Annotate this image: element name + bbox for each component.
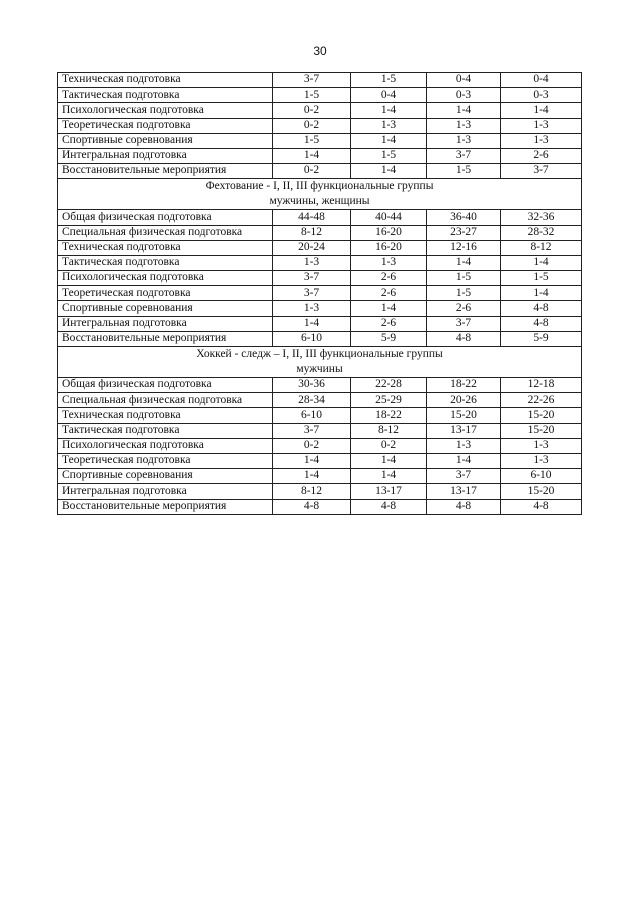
row-value: 1-4 [351, 469, 427, 484]
row-value: 3-7 [501, 164, 582, 179]
row-label: Теоретическая подготовка [58, 286, 273, 301]
row-value: 3-7 [273, 286, 351, 301]
row-label: Тактическая подготовка [58, 423, 273, 438]
row-value: 8-12 [273, 225, 351, 240]
row-label: Общая физическая подготовка [58, 210, 273, 225]
row-label: Психологическая подготовка [58, 103, 273, 118]
row-value: 0-3 [501, 88, 582, 103]
row-label: Специальная физическая подготовка [58, 225, 273, 240]
section-title-line: мужчины [296, 363, 343, 375]
row-value: 4-8 [501, 316, 582, 331]
page-number: 30 [313, 44, 327, 58]
row-value: 1-4 [351, 164, 427, 179]
row-value: 1-4 [351, 453, 427, 468]
row-value: 1-4 [427, 255, 501, 270]
section-title-line: мужчины, женщины [269, 195, 370, 208]
row-label: Тактическая подготовка [58, 255, 273, 270]
section-title-line: Хоккей - следж – I, II, III функциональные группы [196, 348, 443, 361]
row-value: 15-20 [501, 423, 582, 438]
row-value: 1-4 [501, 255, 582, 270]
row-label: Общая физическая подготовка [58, 378, 273, 393]
row-value: 1-3 [501, 453, 582, 468]
row-value: 1-4 [501, 286, 582, 301]
table-row [58, 453, 582, 468]
row-value: 8-12 [273, 484, 351, 499]
row-value: 15-20 [501, 408, 582, 423]
training-distribution-table [57, 72, 582, 515]
row-value: 1-5 [351, 148, 427, 163]
row-value: 1-4 [427, 103, 501, 118]
row-value: 0-2 [273, 438, 351, 453]
row-value: 3-7 [273, 73, 351, 88]
table-row [58, 423, 582, 438]
row-value: 28-32 [501, 225, 582, 240]
row-value: 6-10 [273, 331, 351, 346]
row-value: 1-3 [501, 438, 582, 453]
row-value: 4-8 [351, 499, 427, 514]
row-label: Восстановительные мероприятия [58, 164, 273, 179]
row-value: 0-2 [273, 164, 351, 179]
table-row [58, 210, 582, 225]
row-value: 32-36 [501, 210, 582, 225]
row-label: Восстановительные мероприятия [58, 499, 273, 514]
row-label: Психологическая подготовка [58, 438, 273, 453]
row-label: Спортивные соревнования [58, 301, 273, 316]
row-value: 20-26 [427, 393, 501, 408]
table-body [58, 73, 582, 515]
table-row [58, 331, 582, 346]
row-value: 1-4 [351, 133, 427, 148]
row-value: 4-8 [501, 301, 582, 316]
table-row [58, 438, 582, 453]
row-value: 1-5 [273, 133, 351, 148]
row-value: 1-4 [273, 148, 351, 163]
row-label: Спортивные соревнования [58, 469, 273, 484]
row-value: 2-6 [501, 148, 582, 163]
table-row [58, 255, 582, 270]
row-value: 44-48 [273, 210, 351, 225]
table-row [58, 469, 582, 484]
row-value: 13-17 [427, 484, 501, 499]
table-row [58, 88, 582, 103]
row-value: 25-29 [351, 393, 427, 408]
table-row [58, 164, 582, 179]
table-row [58, 393, 582, 408]
row-value: 3-7 [273, 271, 351, 286]
row-value: 1-4 [351, 103, 427, 118]
row-label: Интегральная подготовка [58, 484, 273, 499]
table-row [58, 301, 582, 316]
table-row [58, 378, 582, 393]
row-value: 13-17 [351, 484, 427, 499]
row-value: 6-10 [501, 469, 582, 484]
row-value: 1-5 [501, 271, 582, 286]
row-value: 4-8 [273, 499, 351, 514]
row-value: 18-22 [427, 378, 501, 393]
row-label: Специальная физическая подготовка [58, 393, 273, 408]
row-value: 12-16 [427, 240, 501, 255]
row-label: Техническая подготовка [58, 73, 273, 88]
row-label: Тактическая подготовка [58, 88, 273, 103]
row-value: 2-6 [427, 301, 501, 316]
row-value: 2-6 [351, 286, 427, 301]
table-row [58, 148, 582, 163]
row-label: Интегральная подготовка [58, 316, 273, 331]
row-value: 1-4 [501, 103, 582, 118]
section-header-row [58, 347, 582, 378]
row-value: 1-5 [427, 271, 501, 286]
table-row [58, 73, 582, 88]
table-row [58, 240, 582, 255]
row-value: 1-3 [501, 133, 582, 148]
row-label: Спортивные соревнования [58, 133, 273, 148]
row-value: 1-4 [273, 316, 351, 331]
row-value: 3-7 [427, 148, 501, 163]
row-value: 0-4 [351, 88, 427, 103]
row-label: Теоретическая подготовка [58, 118, 273, 133]
table-row [58, 103, 582, 118]
row-value: 1-4 [351, 301, 427, 316]
row-value: 3-7 [273, 423, 351, 438]
row-value: 6-10 [273, 408, 351, 423]
row-value: 1-5 [273, 88, 351, 103]
section-title-line: Фехтование - I, II, III функциональные группы [205, 180, 434, 193]
row-value: 28-34 [273, 393, 351, 408]
row-value: 3-7 [427, 469, 501, 484]
row-value: 0-3 [427, 88, 501, 103]
section-title [58, 347, 582, 378]
table-row [58, 499, 582, 514]
row-value: 1-3 [273, 255, 351, 270]
row-value: 0-2 [273, 103, 351, 118]
table-row [58, 118, 582, 133]
table-row [58, 316, 582, 331]
row-value: 36-40 [427, 210, 501, 225]
row-value: 0-4 [501, 73, 582, 88]
row-label: Восстановительные мероприятия [58, 331, 273, 346]
row-value: 15-20 [427, 408, 501, 423]
section-header-row [58, 179, 582, 210]
row-value: 1-5 [351, 73, 427, 88]
row-value: 1-3 [351, 118, 427, 133]
row-label: Интегральная подготовка [58, 148, 273, 163]
row-label: Психологическая подготовка [58, 271, 273, 286]
row-value: 16-20 [351, 240, 427, 255]
row-value: 40-44 [351, 210, 427, 225]
row-value: 15-20 [501, 484, 582, 499]
row-value: 1-3 [501, 118, 582, 133]
row-label: Техническая подготовка [58, 240, 273, 255]
row-value: 1-3 [273, 301, 351, 316]
row-value: 20-24 [273, 240, 351, 255]
row-value: 1-4 [273, 469, 351, 484]
row-value: 0-2 [273, 118, 351, 133]
row-value: 8-12 [501, 240, 582, 255]
table-row [58, 133, 582, 148]
row-value: 4-8 [427, 499, 501, 514]
row-value: 16-20 [351, 225, 427, 240]
row-value: 1-5 [427, 164, 501, 179]
row-value: 13-17 [427, 423, 501, 438]
row-value: 1-4 [427, 453, 501, 468]
row-value: 18-22 [351, 408, 427, 423]
row-value: 30-36 [273, 378, 351, 393]
row-value: 4-8 [501, 499, 582, 514]
row-value: 8-12 [351, 423, 427, 438]
row-value: 1-3 [351, 255, 427, 270]
row-value: 1-4 [273, 453, 351, 468]
row-value: 22-26 [501, 393, 582, 408]
table-row [58, 271, 582, 286]
row-value: 2-6 [351, 271, 427, 286]
row-value: 1-3 [427, 438, 501, 453]
row-value: 1-3 [427, 118, 501, 133]
row-value: 1-3 [427, 133, 501, 148]
row-value: 4-8 [427, 331, 501, 346]
table-row [58, 225, 582, 240]
table-row [58, 484, 582, 499]
row-value: 0-4 [427, 73, 501, 88]
row-value: 0-2 [351, 438, 427, 453]
row-value: 1-5 [427, 286, 501, 301]
row-value: 3-7 [427, 316, 501, 331]
row-label: Техническая подготовка [58, 408, 273, 423]
row-value: 5-9 [501, 331, 582, 346]
row-value: 2-6 [351, 316, 427, 331]
row-label: Теоретическая подготовка [58, 453, 273, 468]
table-row [58, 286, 582, 301]
row-value: 22-28 [351, 378, 427, 393]
row-value: 23-27 [427, 225, 501, 240]
row-value: 12-18 [501, 378, 582, 393]
table-row [58, 408, 582, 423]
row-value: 5-9 [351, 331, 427, 346]
section-title [58, 179, 582, 210]
